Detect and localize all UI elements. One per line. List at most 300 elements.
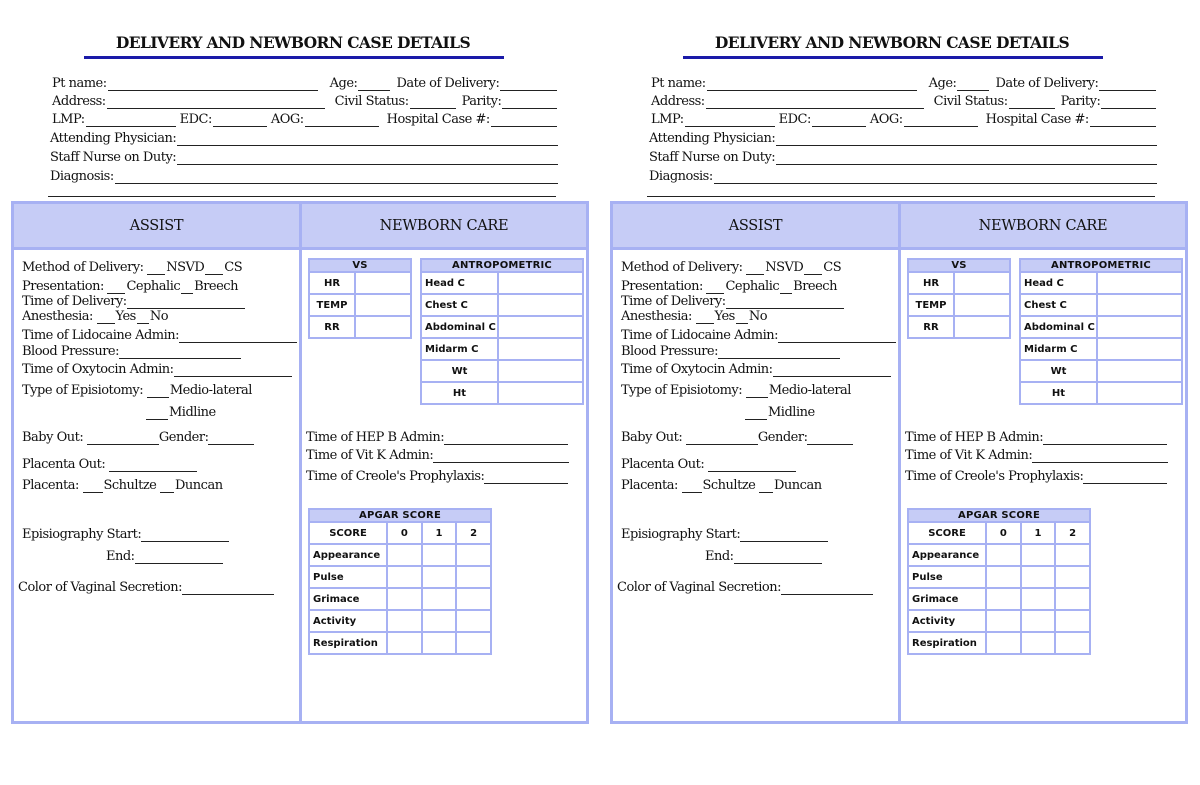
baby-out-field[interactable] xyxy=(87,431,159,445)
diagnosis-extra-line[interactable] xyxy=(48,196,556,197)
episiography-start-field[interactable] xyxy=(740,528,828,542)
date-of-delivery-label: Date of Delivery: xyxy=(995,76,1099,91)
edc-field[interactable] xyxy=(213,112,267,127)
apgar-table xyxy=(907,508,1091,655)
header-row-3 xyxy=(52,108,557,127)
placenta-row xyxy=(621,476,822,493)
vs-row-label: TEMP xyxy=(908,294,954,316)
apgar-cell[interactable] xyxy=(456,588,491,610)
apgar-cell[interactable] xyxy=(986,610,1021,632)
form-copy-right xyxy=(607,0,1192,785)
apgar-cell[interactable] xyxy=(422,588,457,610)
hep-b-label: Time of HEP B Admin: xyxy=(905,430,1044,445)
table-row xyxy=(908,316,1010,338)
aog-label: AOG: xyxy=(270,112,304,127)
table-row xyxy=(309,522,491,544)
table-row xyxy=(421,338,583,360)
midline-row xyxy=(146,403,216,420)
apgar-header: 1 xyxy=(422,522,457,544)
apgar-cell[interactable] xyxy=(456,632,491,654)
pt-name-field[interactable] xyxy=(707,76,917,91)
anesthesia-row xyxy=(621,307,767,324)
anesthesia-yes-check[interactable] xyxy=(696,310,714,324)
vs-title: VS xyxy=(309,259,411,272)
civil-status-field[interactable] xyxy=(410,94,456,109)
placenta-out-field[interactable] xyxy=(109,458,197,472)
episiotomy-row xyxy=(22,381,252,398)
antro-wt-cell[interactable] xyxy=(1097,360,1182,382)
hep-b-row xyxy=(905,428,1167,445)
medio-lateral-check[interactable] xyxy=(147,384,169,398)
antro-ht-cell[interactable] xyxy=(1097,382,1182,404)
apgar-row-label: Grimace xyxy=(908,588,986,610)
placenta-label: Placenta: xyxy=(22,478,79,493)
nsvd-label: NSVD xyxy=(166,260,205,275)
address-label: Address: xyxy=(651,94,705,109)
apgar-header: SCORE xyxy=(309,522,387,544)
baby-out-label: Baby Out: xyxy=(621,430,683,445)
nsvd-check[interactable] xyxy=(746,261,764,275)
schultze-label: Schultze xyxy=(702,478,756,493)
table-row xyxy=(1020,382,1182,404)
apgar-cell[interactable] xyxy=(1021,632,1056,654)
aog-field[interactable] xyxy=(305,112,379,127)
oxytocin-field[interactable] xyxy=(773,363,891,377)
presentation-label: Presentation: xyxy=(621,279,703,294)
apgar-cell[interactable] xyxy=(1055,610,1090,632)
newborn-care-heading: NEWBORN CARE xyxy=(901,204,1185,247)
breech-label: Breech xyxy=(793,279,837,294)
lidocaine-label: Time of Lidocaine Admin: xyxy=(621,328,779,343)
blood-pressure-field[interactable] xyxy=(119,345,241,359)
medio-lateral-check[interactable] xyxy=(746,384,768,398)
vit-k-row xyxy=(905,446,1168,463)
vit-k-row xyxy=(306,446,569,463)
duncan-label: Duncan xyxy=(175,478,223,493)
presentation-label: Presentation: xyxy=(22,279,104,294)
vit-k-field[interactable] xyxy=(1032,449,1168,463)
cs-check[interactable] xyxy=(804,261,822,275)
address-label: Address: xyxy=(52,94,106,109)
method-of-delivery-label: Method of Delivery: xyxy=(621,260,743,275)
apgar-cell[interactable] xyxy=(1055,588,1090,610)
header-row-2 xyxy=(52,90,557,109)
age-label: Age: xyxy=(928,76,957,91)
antro-wt-cell[interactable] xyxy=(498,360,583,382)
blood-pressure-label: Blood Pressure: xyxy=(22,344,119,359)
vs-table xyxy=(907,258,1011,339)
apgar-row-label: Respiration xyxy=(309,632,387,654)
blood-pressure-row xyxy=(621,342,840,359)
table-row xyxy=(421,294,583,316)
apgar-cell[interactable] xyxy=(387,588,422,610)
apgar-table xyxy=(308,508,492,655)
aog-label: AOG: xyxy=(869,112,903,127)
apgar-cell[interactable] xyxy=(986,566,1021,588)
episiography-start-row xyxy=(22,525,229,542)
table-row xyxy=(908,610,1090,632)
blood-pressure-row xyxy=(22,342,241,359)
diagnosis-label: Diagnosis: xyxy=(649,169,713,184)
nsvd-label: NSVD xyxy=(765,260,804,275)
table-row xyxy=(309,316,411,338)
attending-physician-label: Attending Physician: xyxy=(649,131,776,146)
table-row xyxy=(908,522,1090,544)
anesthesia-no-check[interactable] xyxy=(736,310,748,324)
episiography-end-row xyxy=(705,547,822,564)
apgar-header: 0 xyxy=(387,522,422,544)
placenta-out-row xyxy=(22,455,197,472)
title-underline xyxy=(683,56,1103,59)
header-row-6 xyxy=(50,165,558,184)
creole-label: Time of Creole's Prophylaxis: xyxy=(905,469,1084,484)
header-row-4 xyxy=(50,127,558,146)
hep-b-row xyxy=(306,428,568,445)
parity-field[interactable] xyxy=(1101,94,1156,109)
antro-midarm-cell[interactable] xyxy=(498,338,583,360)
parity-label: Parity: xyxy=(1060,94,1101,109)
header-row-2 xyxy=(651,90,1156,109)
method-of-delivery-row xyxy=(621,258,841,275)
time-of-delivery-label: Time of Delivery: xyxy=(22,294,127,309)
antro-head-cell[interactable] xyxy=(498,272,583,294)
vaginal-secretion-field[interactable] xyxy=(781,581,873,595)
schultze-check[interactable] xyxy=(83,479,103,493)
table-row xyxy=(309,632,491,654)
midline-check[interactable] xyxy=(146,406,168,420)
anesthesia-label: Anesthesia: xyxy=(621,309,692,324)
vs-rr-cell[interactable] xyxy=(954,316,1010,338)
duncan-check[interactable] xyxy=(759,479,773,493)
placenta-out-row xyxy=(621,455,796,472)
lidocaine-row xyxy=(621,326,896,343)
apgar-row-label: Pulse xyxy=(309,566,387,588)
apgar-cell[interactable] xyxy=(456,544,491,566)
diagnosis-field[interactable] xyxy=(714,169,1157,184)
apgar-cell[interactable] xyxy=(387,566,422,588)
vs-temp-cell[interactable] xyxy=(355,294,411,316)
apgar-cell[interactable] xyxy=(456,566,491,588)
hep-b-field[interactable] xyxy=(1043,431,1167,445)
antro-row-label: Chest C xyxy=(1020,294,1097,316)
table-row xyxy=(421,272,583,294)
edc-field[interactable] xyxy=(812,112,866,127)
table-row xyxy=(421,382,583,404)
assist-heading: ASSIST xyxy=(14,204,299,247)
placenta-out-label: Placenta Out: xyxy=(621,457,705,472)
oxytocin-row xyxy=(621,360,891,377)
civil-status-field[interactable] xyxy=(1009,94,1055,109)
breech-label: Breech xyxy=(194,279,238,294)
apgar-cell[interactable] xyxy=(986,544,1021,566)
antro-row-label: Abdominal C xyxy=(1020,316,1097,338)
creole-field[interactable] xyxy=(484,470,568,484)
midline-label: Midline xyxy=(169,405,216,420)
hospital-case-label: Hospital Case #: xyxy=(386,112,490,127)
vs-title: VS xyxy=(908,259,1010,272)
blood-pressure-label: Blood Pressure: xyxy=(621,344,718,359)
parity-field[interactable] xyxy=(502,94,557,109)
apgar-cell[interactable] xyxy=(387,632,422,654)
antro-midarm-cell[interactable] xyxy=(1097,338,1182,360)
table-row xyxy=(309,566,491,588)
apgar-row-label: Pulse xyxy=(908,566,986,588)
apgar-cell[interactable] xyxy=(1055,566,1090,588)
anesthesia-yes-label: Yes xyxy=(714,309,735,324)
duncan-label: Duncan xyxy=(774,478,822,493)
antro-chest-cell[interactable] xyxy=(498,294,583,316)
apgar-row-label: Appearance xyxy=(309,544,387,566)
table-row xyxy=(421,316,583,338)
attending-physician-label: Attending Physician: xyxy=(50,131,177,146)
table-row xyxy=(1020,338,1182,360)
baby-out-label: Baby Out: xyxy=(22,430,84,445)
apgar-cell[interactable] xyxy=(986,632,1021,654)
duncan-check[interactable] xyxy=(160,479,174,493)
episiography-start-row xyxy=(621,525,828,542)
table-row xyxy=(309,610,491,632)
medio-lateral-label: Medio-lateral xyxy=(768,383,851,398)
table-row xyxy=(309,544,491,566)
antropometric-table xyxy=(420,258,584,405)
vit-k-field[interactable] xyxy=(433,449,569,463)
table-row xyxy=(908,544,1090,566)
vit-k-label: Time of Vit K Admin: xyxy=(905,448,1033,463)
address-field[interactable] xyxy=(107,94,325,109)
age-label: Age: xyxy=(329,76,358,91)
creole-field[interactable] xyxy=(1083,470,1167,484)
apgar-header: 2 xyxy=(1055,522,1090,544)
header-row-5 xyxy=(50,146,558,165)
attending-physician-field[interactable] xyxy=(776,131,1157,146)
oxytocin-label: Time of Oxytocin Admin: xyxy=(621,362,773,377)
civil-status-label: Civil Status: xyxy=(334,94,409,109)
gender-field[interactable] xyxy=(208,431,254,445)
vaginal-secretion-label: Color of Vaginal Secretion: xyxy=(18,580,182,595)
apgar-header: 2 xyxy=(456,522,491,544)
vs-row-label: HR xyxy=(908,272,954,294)
blood-pressure-field[interactable] xyxy=(718,345,840,359)
edc-label: EDC: xyxy=(179,112,212,127)
hep-b-label: Time of HEP B Admin: xyxy=(306,430,445,445)
anesthesia-yes-check[interactable] xyxy=(97,310,115,324)
staff-nurse-field[interactable] xyxy=(776,150,1157,165)
midline-check[interactable] xyxy=(745,406,767,420)
apgar-cell[interactable] xyxy=(387,544,422,566)
hospital-case-field[interactable] xyxy=(1090,112,1156,127)
attending-physician-field[interactable] xyxy=(177,131,558,146)
antro-row-label: Ht xyxy=(421,382,498,404)
date-of-delivery-field[interactable] xyxy=(1099,76,1156,91)
lidocaine-field[interactable] xyxy=(778,329,896,343)
apgar-header: SCORE xyxy=(908,522,986,544)
oxytocin-field[interactable] xyxy=(174,363,292,377)
time-of-delivery-label: Time of Delivery: xyxy=(621,294,726,309)
apgar-cell[interactable] xyxy=(456,610,491,632)
lmp-field[interactable] xyxy=(685,112,775,127)
table-row xyxy=(908,566,1090,588)
assist-heading: ASSIST xyxy=(613,204,898,247)
apgar-row-label: Grimace xyxy=(309,588,387,610)
antro-row-label: Wt xyxy=(1020,360,1097,382)
parity-label: Parity: xyxy=(461,94,502,109)
gender-field[interactable] xyxy=(807,431,853,445)
lmp-field[interactable] xyxy=(86,112,176,127)
column-divider xyxy=(299,201,302,724)
apgar-cell[interactable] xyxy=(1055,544,1090,566)
apgar-cell[interactable] xyxy=(986,588,1021,610)
pt-name-label: Pt name: xyxy=(52,76,107,91)
date-of-delivery-field[interactable] xyxy=(500,76,557,91)
diagnosis-extra-line[interactable] xyxy=(647,196,1155,197)
lmp-label: LMP: xyxy=(651,112,684,127)
oxytocin-label: Time of Oxytocin Admin: xyxy=(22,362,174,377)
anesthesia-no-label: No xyxy=(748,309,768,324)
antro-head-cell[interactable] xyxy=(1097,272,1182,294)
midline-label: Midline xyxy=(768,405,815,420)
apgar-title: APGAR SCORE xyxy=(309,509,491,522)
episiography-start-field[interactable] xyxy=(141,528,229,542)
antro-chest-cell[interactable] xyxy=(1097,294,1182,316)
anesthesia-no-check[interactable] xyxy=(137,310,149,324)
baby-out-field[interactable] xyxy=(686,431,758,445)
vs-temp-cell[interactable] xyxy=(954,294,1010,316)
diagnosis-field[interactable] xyxy=(115,169,558,184)
antro-row-label: Midarm C xyxy=(1020,338,1097,360)
age-field[interactable] xyxy=(957,76,989,91)
episiography-end-label: End: xyxy=(705,549,734,564)
episiotomy-label: Type of Episiotomy: xyxy=(22,383,144,398)
vs-hr-cell[interactable] xyxy=(954,272,1010,294)
apgar-cell[interactable] xyxy=(1021,566,1056,588)
hospital-case-label: Hospital Case #: xyxy=(985,112,1089,127)
table-row xyxy=(1020,316,1182,338)
apgar-cell[interactable] xyxy=(422,610,457,632)
vaginal-secretion-row xyxy=(18,578,274,595)
apgar-cell[interactable] xyxy=(387,610,422,632)
antro-abdominal-cell[interactable] xyxy=(1097,316,1182,338)
placenta-row xyxy=(22,476,223,493)
anesthesia-label: Anesthesia: xyxy=(22,309,93,324)
antro-ht-cell[interactable] xyxy=(498,382,583,404)
antro-row-label: Head C xyxy=(1020,272,1097,294)
header-row-5 xyxy=(649,146,1157,165)
lidocaine-label: Time of Lidocaine Admin: xyxy=(22,328,180,343)
lidocaine-field[interactable] xyxy=(179,329,297,343)
vs-hr-cell[interactable] xyxy=(355,272,411,294)
placenta-out-field[interactable] xyxy=(708,458,796,472)
gender-label: Gender: xyxy=(158,430,209,445)
table-row xyxy=(309,272,411,294)
table-row xyxy=(908,632,1090,654)
nsvd-check[interactable] xyxy=(147,261,165,275)
age-field[interactable] xyxy=(358,76,390,91)
pt-name-label: Pt name: xyxy=(651,76,706,91)
episiography-end-row xyxy=(106,547,223,564)
apgar-cell[interactable] xyxy=(1055,632,1090,654)
antropometric-title: ANTROPOMETRIC xyxy=(421,259,583,272)
antro-row-label: Head C xyxy=(421,272,498,294)
staff-nurse-label: Staff Nurse on Duty: xyxy=(649,150,776,165)
method-of-delivery-label: Method of Delivery: xyxy=(22,260,144,275)
episiography-end-label: End: xyxy=(106,549,135,564)
staff-nurse-field[interactable] xyxy=(177,150,558,165)
episiography-end-field[interactable] xyxy=(135,550,223,564)
vaginal-secretion-field[interactable] xyxy=(182,581,274,595)
hospital-case-field[interactable] xyxy=(491,112,557,127)
gender-label: Gender: xyxy=(757,430,808,445)
antro-row-label: Ht xyxy=(1020,382,1097,404)
apgar-cell[interactable] xyxy=(1021,588,1056,610)
cephalic-label: Cephalic xyxy=(725,279,780,294)
cs-check[interactable] xyxy=(205,261,223,275)
apgar-header: 0 xyxy=(986,522,1021,544)
form-copy-left xyxy=(8,0,593,785)
apgar-cell[interactable] xyxy=(422,544,457,566)
lmp-label: LMP: xyxy=(52,112,85,127)
episiography-end-field[interactable] xyxy=(734,550,822,564)
apgar-cell[interactable] xyxy=(422,566,457,588)
header-row-3 xyxy=(651,108,1156,127)
apgar-row-label: Activity xyxy=(309,610,387,632)
column-divider xyxy=(898,201,901,724)
antro-row-label: Abdominal C xyxy=(421,316,498,338)
diagnosis-label: Diagnosis: xyxy=(50,169,114,184)
table-row xyxy=(1020,360,1182,382)
vs-row-label: RR xyxy=(309,316,355,338)
placenta-out-label: Placenta Out: xyxy=(22,457,106,472)
antropometric-table xyxy=(1019,258,1183,405)
table-row xyxy=(421,360,583,382)
civil-status-label: Civil Status: xyxy=(933,94,1008,109)
table-row xyxy=(908,294,1010,316)
vs-row-label: TEMP xyxy=(309,294,355,316)
antro-abdominal-cell[interactable] xyxy=(498,316,583,338)
apgar-title: APGAR SCORE xyxy=(908,509,1090,522)
creole-row xyxy=(306,467,568,484)
newborn-care-heading: NEWBORN CARE xyxy=(302,204,586,247)
lidocaine-row xyxy=(22,326,297,343)
vaginal-secretion-label: Color of Vaginal Secretion: xyxy=(617,580,781,595)
header-row-6 xyxy=(649,165,1157,184)
cs-label: CS xyxy=(224,260,243,275)
table-row xyxy=(309,588,491,610)
baby-out-row xyxy=(22,428,254,445)
hep-b-field[interactable] xyxy=(444,431,568,445)
pt-name-field[interactable] xyxy=(108,76,318,91)
apgar-row-label: Appearance xyxy=(908,544,986,566)
table-row xyxy=(1020,294,1182,316)
aog-field[interactable] xyxy=(904,112,978,127)
form-title: DELIVERY AND NEWBORN CASE DETAILS xyxy=(115,33,471,52)
apgar-row-label: Activity xyxy=(908,610,986,632)
form-title: DELIVERY AND NEWBORN CASE DETAILS xyxy=(714,33,1070,52)
episiography-start-label: Episiography Start: xyxy=(22,527,142,542)
schultze-check[interactable] xyxy=(682,479,702,493)
method-of-delivery-row xyxy=(22,258,242,275)
antro-row-label: Chest C xyxy=(421,294,498,316)
apgar-cell[interactable] xyxy=(1021,610,1056,632)
staff-nurse-label: Staff Nurse on Duty: xyxy=(50,150,177,165)
vs-rr-cell[interactable] xyxy=(355,316,411,338)
apgar-cell[interactable] xyxy=(422,632,457,654)
header-row-4 xyxy=(649,127,1157,146)
address-field[interactable] xyxy=(706,94,924,109)
vit-k-label: Time of Vit K Admin: xyxy=(306,448,434,463)
apgar-row-label: Respiration xyxy=(908,632,986,654)
title-underline xyxy=(84,56,504,59)
apgar-cell[interactable] xyxy=(1021,544,1056,566)
